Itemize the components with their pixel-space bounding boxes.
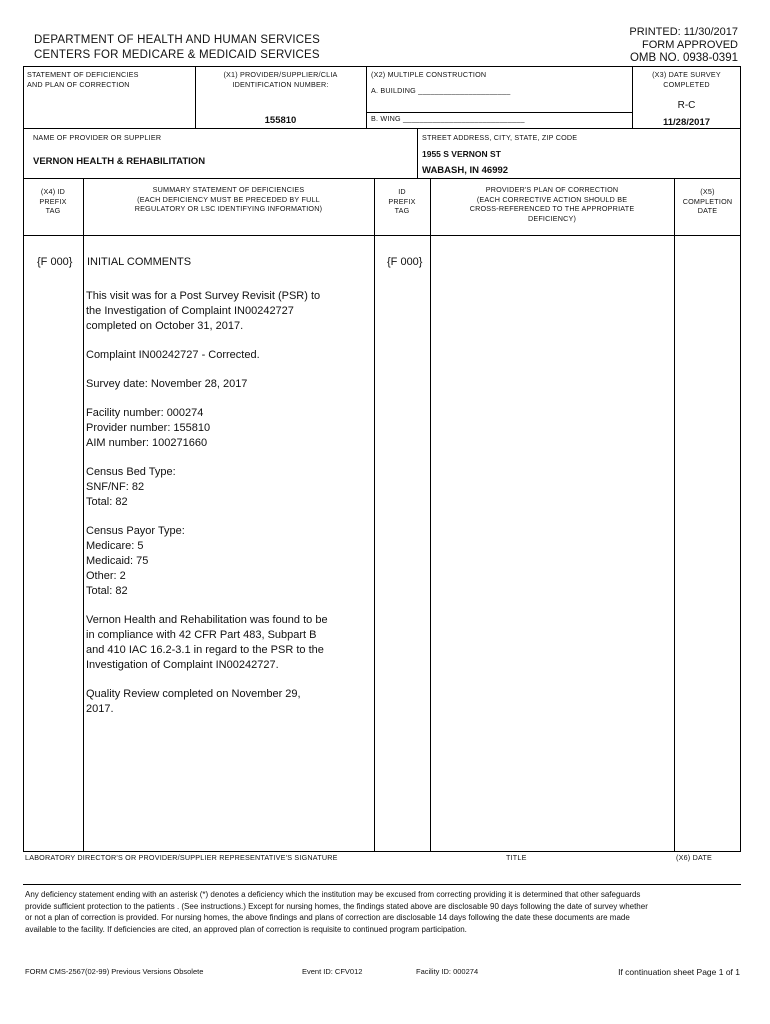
prefix-tag-left: {F 000} xyxy=(37,256,73,268)
plan-header-line2: (EACH CORRECTIVE ACTION SHOULD BE xyxy=(476,194,628,204)
department-name: DEPARTMENT OF HEALTH AND HUMAN SERVICES xyxy=(34,34,320,46)
rule-below-id-row xyxy=(23,128,741,129)
x4-header-line1: (X4) ID xyxy=(40,187,66,196)
statement-label-line2: AND PLAN OF CORRECTION xyxy=(27,79,130,89)
plan-header-line3: CROSS-REFERENCED TO THE APPROPRIATE xyxy=(469,204,635,213)
signature-date-label: (X6) DATE xyxy=(676,853,713,862)
signature-rule xyxy=(23,884,741,885)
divider-x2 xyxy=(366,66,367,128)
summary-header-line1: SUMMARY STATEMENT OF DEFICIENCIES xyxy=(152,185,305,194)
continuation-page: If continuation sheet Page 1 of 1 xyxy=(618,967,740,977)
x5-header xyxy=(674,187,741,216)
x5-header-line3: DATE xyxy=(697,206,718,215)
entry-paragraph: This visit was for a Post Survey Revisit (PSR) to the Investigation of Complaint IN00242727 completed on October 31, 2017. xyxy=(86,290,321,332)
id-header-line2: PREFIX xyxy=(388,196,416,206)
id-header-line3: TAG xyxy=(394,206,410,215)
x4-header xyxy=(23,187,83,216)
rule-below-column-headers xyxy=(23,235,741,236)
x3-label-line1: (X3) DATE SURVEY xyxy=(652,70,721,79)
x5-header-line1: (X5) xyxy=(700,187,715,196)
x4-header-line2: PREFIX xyxy=(39,196,67,206)
street-address: 1955 S VERNON ST xyxy=(422,149,501,159)
provider-name-label: NAME OF PROVIDER OR SUPPLIER xyxy=(33,133,162,142)
x5-header-line2: COMPLETION xyxy=(682,196,733,206)
rule-below-provider-row xyxy=(23,178,741,179)
title-label: TITLE xyxy=(506,853,527,862)
entry-paragraph: Facility number: 000274 Provider number: 155810 AIM number: 100271660 xyxy=(86,407,211,449)
entry-paragraph: Census Bed Type: SNF/NF: 82 Total: 82 xyxy=(86,466,176,508)
omb-number: OMB NO. 0938-0391 xyxy=(629,52,738,64)
divider-col-summary xyxy=(374,178,375,852)
entry-paragraph: Quality Review completed on November 29, 2017. xyxy=(86,688,301,715)
agency-name: CENTERS FOR MEDICARE & MEDICAID SERVICES xyxy=(34,49,320,61)
statement-of-deficiencies-label xyxy=(27,70,139,89)
disclaimer-text: Any deficiency statement ending with an asterisk (*) denotes a deficiency which the institution may be excused from correcting providing it is determined that other safeguards provide sufficient protection to the patients . (See instructions.) Except for nursing homes, the findings stated above are disclosable 90 days following the date of survey whether or not a plan of correction is provided. For nursing homes, the above findings and plans of correction are disclosable 14 days following the date these documents are made available to the facility. If deficiencies are cited, an approved plan of correction is requisite to continued program participation. xyxy=(25,890,648,934)
x1-label-line1: (X1) PROVIDER/SUPPLIER/CLIA xyxy=(223,70,338,79)
survey-completed-date: 11/28/2017 xyxy=(662,117,711,128)
divider-col-id xyxy=(430,178,431,852)
form-approval-block xyxy=(629,26,738,65)
id-header xyxy=(374,187,430,216)
statement-label-line1: STATEMENT OF DEFICIENCIES xyxy=(27,70,139,79)
department-header xyxy=(34,33,320,63)
facility-id: Facility ID: 000274 xyxy=(416,967,479,976)
prefix-tag-right: {F 000} xyxy=(387,256,423,268)
x2-label: (X2) MULTIPLE CONSTRUCTION xyxy=(371,70,487,79)
id-header-line1: ID xyxy=(398,187,406,196)
rule-building-wing xyxy=(366,112,632,113)
plan-header-line4: DEFICIENCY) xyxy=(527,213,577,223)
event-id: Event ID: CFV012 xyxy=(302,967,363,976)
entry-paragraph: Survey date: November 28, 2017 xyxy=(86,378,248,390)
printed-date: PRINTED: 11/30/2017 xyxy=(629,26,738,38)
divider-col-plan xyxy=(674,178,675,852)
building-field: A. BUILDING ______________________ xyxy=(371,86,511,95)
address-label: STREET ADDRESS, CITY, STATE, ZIP CODE xyxy=(422,133,578,142)
city-state-zip: WABASH, IN 46992 xyxy=(422,165,509,176)
survey-code: R-C xyxy=(677,100,696,111)
x3-label xyxy=(632,70,741,89)
provider-name: VERNON HEALTH & REHABILITATION xyxy=(33,156,206,167)
entry-body xyxy=(86,289,372,731)
signature-label: LABORATORY DIRECTOR'S OR PROVIDER/SUPPLIER REPRESENTATIVE'S SIGNATURE xyxy=(25,853,338,862)
provider-id-number: 155810 xyxy=(264,115,297,126)
form-id: FORM CMS-2567(02-99) Previous Versions Obsolete xyxy=(25,967,204,976)
entry-paragraph: Complaint IN00242727 - Corrected. xyxy=(86,349,260,361)
wing-field: B. WING _____________________________ xyxy=(371,114,525,123)
entry-title: INITIAL COMMENTS xyxy=(87,256,192,268)
x1-label-line2: IDENTIFICATION NUMBER: xyxy=(232,79,329,89)
divider-col-x4 xyxy=(83,178,84,852)
plan-header-line1: PROVIDER'S PLAN OF CORRECTION xyxy=(485,185,619,194)
form-approved: FORM APPROVED xyxy=(642,39,738,51)
x4-header-line3: TAG xyxy=(45,206,61,215)
plan-of-correction-header xyxy=(430,185,674,223)
summary-header-line2: (EACH DEFICIENCY MUST BE PRECEDED BY FULL xyxy=(137,194,320,204)
divider-address xyxy=(417,128,418,178)
x1-label xyxy=(195,70,366,89)
x3-label-line2: COMPLETED xyxy=(663,79,710,89)
entry-paragraph: Vernon Health and Rehabilitation was found to be in compliance with 42 CFR Part 483, Subpart B and 410 IAC 16.2-3.1 in regard to the PSR to the Investigation of Complaint IN00242727. xyxy=(86,614,328,671)
summary-header xyxy=(83,185,374,214)
summary-header-line3: REGULATORY OR LSC IDENTIFYING INFORMATION) xyxy=(134,204,323,213)
entry-paragraph: Census Payor Type: Medicare: 5 Medicaid: 75 Other: 2 Total: 82 xyxy=(86,525,185,597)
